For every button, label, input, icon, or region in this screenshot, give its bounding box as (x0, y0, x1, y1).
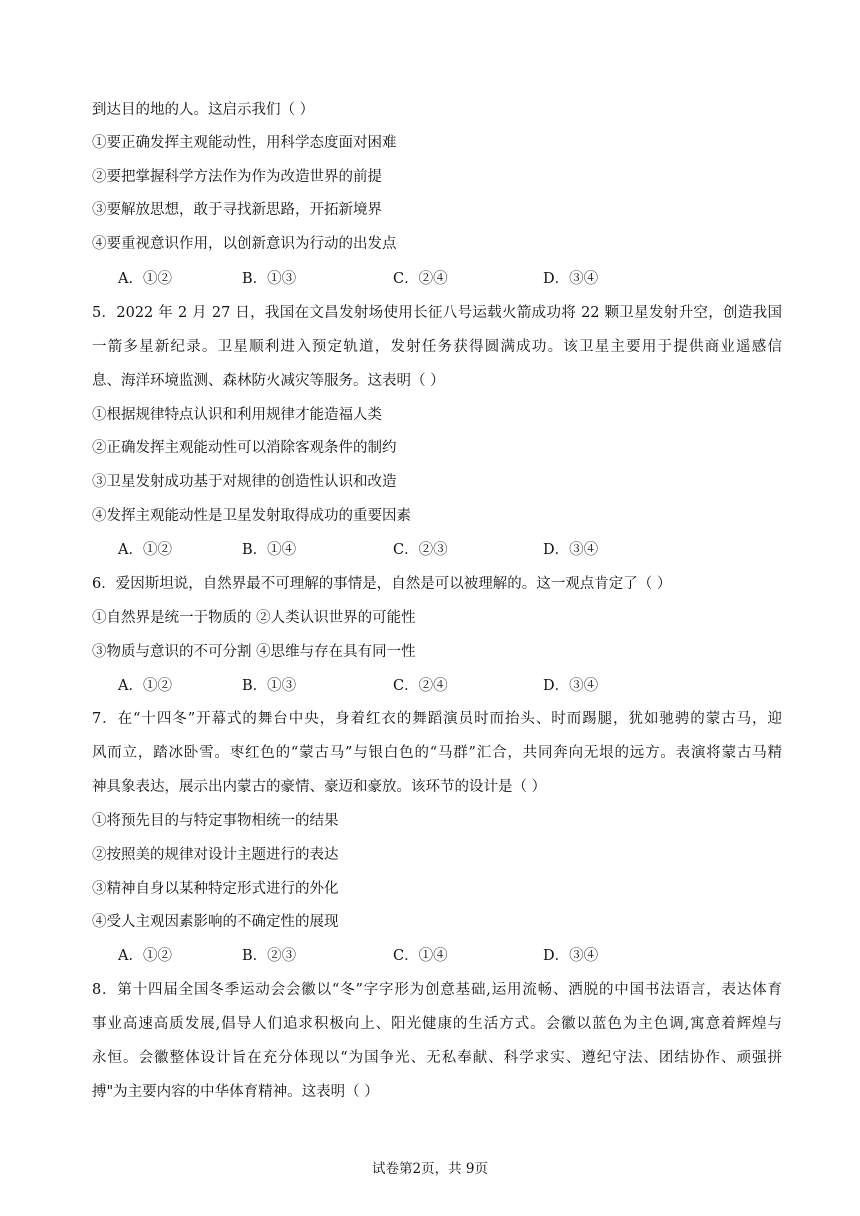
q8-stem-line-2: 事业高速高质发展,倡导人们追求积极向上、阳光健康的生活方式。会徽以蓝色为主色调,寓意着辉煌与 (92, 1016, 782, 1032)
q5-item-1: ①根据规律特点认识和利用规律才能造福人类 (92, 407, 382, 423)
q7-stem-line-2: 风而立，踏冰卧雪。枣红色的“蒙古马”与银白色的“马群”汇合，共同奔向无垠的远方。表演将蒙古马精 (92, 745, 782, 761)
q4-option-c[interactable]: C．②④ (393, 271, 448, 287)
q7-stem-line-3: 神具象表达，展示出内蒙古的豪情、豪迈和豪放。该环节的设计是（ ） (92, 779, 547, 795)
q4-option-d[interactable]: D．③④ (543, 271, 599, 287)
q7-item-4: ④受人主观因素影响的不确定性的展现 (92, 914, 339, 930)
q5-option-b[interactable]: B．①④ (242, 542, 297, 558)
q5-option-a[interactable]: A．①② (118, 542, 172, 558)
q4-stem-tail: 到达目的地的人。这启示我们（ ） (92, 102, 315, 118)
q5-option-d[interactable]: D．③④ (543, 542, 599, 558)
q5-item-3: ③卫星发射成功基于对规律的创造性认识和改造 (92, 474, 397, 490)
q6-items-row-1: ①自然界是统一于物质的 ②人类认识世界的可能性 (92, 610, 416, 626)
q5-stem-line-2: 一箭多星新纪录。卫星顺利进入预定轨道，发射任务获得圆满成功。该卫星主要用于提供商业遥感信 (92, 339, 782, 355)
q8-stem-line-4: 搏"为主要内容的中华体育精神。这表明（ ） (92, 1084, 379, 1100)
q7-stem-line-1: 7．在“十四冬”开幕式的舞台中央，身着红衣的舞蹈演员时而抬头、时而踢腿，犹如驰骋的蒙古马，迎 (92, 711, 782, 727)
q4-option-a[interactable]: A．①② (118, 271, 172, 287)
q7-option-c[interactable]: C．①④ (393, 948, 448, 964)
q6-option-a[interactable]: A．①② (118, 678, 172, 694)
q6-items-row-2: ③物质与意识的不可分割 ④思维与存在具有同一性 (92, 644, 416, 660)
q8-stem-line-1: 8．第十四届全国冬季运动会会徽以“冬”字字形为创意基础,运用流畅、洒脱的中国书法语言，表达体育 (92, 982, 782, 998)
q6-option-c[interactable]: C．②④ (393, 678, 448, 694)
q4-item-3: ③要解放思想，敢于寻找新思路，开拓新境界 (92, 202, 382, 218)
q8-stem-line-3: 永恒。会徽整体设计旨在充分体现以“为国争光、无私奉献、科学求实、遵纪守法、团结协作、顽强拼 (92, 1050, 782, 1066)
q7-item-3: ③精神自身以某种特定形式进行的外化 (92, 881, 339, 897)
q6-stem-line-1: 6．爱因斯坦说，自然界最不可理解的事情是，自然是可以被理解的。这一观点肯定了（ ） (92, 576, 672, 592)
q4-item-2: ②要把掌握科学方法作为作为改造世界的前提 (92, 169, 382, 185)
q5-item-4: ④发挥主观能动性是卫星发射取得成功的重要因素 (92, 508, 411, 524)
q7-item-2: ②按照美的规律对设计主题进行的表达 (92, 847, 339, 863)
q6-option-d[interactable]: D．③④ (543, 678, 599, 694)
q4-item-4: ④要重视意识作用，以创新意识为行动的出发点 (92, 236, 397, 252)
q7-option-a[interactable]: A．①② (118, 948, 172, 964)
q7-item-1: ①将预先目的与特定事物相统一的结果 (92, 813, 339, 829)
q5-item-2: ②正确发挥主观能动性可以消除客观条件的制约 (92, 440, 397, 456)
q7-option-b[interactable]: B．②③ (242, 948, 297, 964)
q4-option-b[interactable]: B．①③ (242, 271, 297, 287)
page-footer: 试卷第2页，共 9页 (372, 1161, 488, 1177)
q6-option-b[interactable]: B．①③ (242, 678, 297, 694)
q4-item-1: ①要正确发挥主观能动性，用科学态度面对困难 (92, 135, 397, 151)
q5-stem-line-1: 5．2022 年 2 月 27 日，我国在文昌发射场使用长征八号运载火箭成功将 22 颗卫星发射升空，创造我国 (92, 305, 782, 321)
q7-option-d[interactable]: D．③④ (543, 948, 599, 964)
q5-stem-line-3: 息、海洋环境监测、森林防火减灾等服务。这表明（ ） (92, 373, 445, 389)
q5-option-c[interactable]: C．②③ (393, 542, 448, 558)
